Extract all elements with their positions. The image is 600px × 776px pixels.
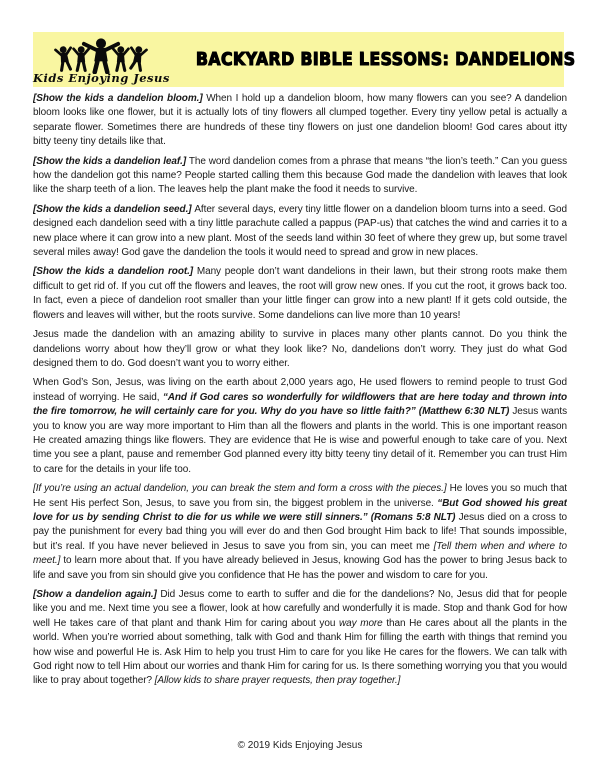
body-text: than He cares about all the plants in the world. When you’re worried about something, talk with God and thank Him for filling the earth with things that remind you how wise and powerful He is. Ask Him to help you trust Him to care for you like He cares for the flowers. We can talk with God right now to tell Him about our worries and thank Him for caring for us. Is there something worrying you that you would like to pray about together? [33, 617, 567, 687]
kids-holding-hands-icon [50, 38, 152, 74]
kids-logo [33, 35, 170, 85]
body-text: When God’s Son, Jesus, was living on the earth about 2,000 years ago, He used flowers to remind people to trust God instead of worrying. He said, [33, 377, 567, 403]
emphasis: way more [338, 617, 383, 629]
body-text: Many people don’t want dandelions in their lawn, but their strong roots make them difficult to get rid of. If you cut off the flowers and leaves, the root will grow new ones. If you cut the root, it grows back too. In fact, even a piece of dandelion root smaller than your little finger can grow into a new plant! If it gets cold outside, the flowers and leaves will wither, but the roots survive. Some dandelions can live more than 10 years! [33, 266, 567, 321]
lesson-body [33, 92, 567, 738]
stage-direction: [Show the kids a dandelion leaf.] [33, 155, 189, 167]
lesson-paragraph-root [33, 265, 567, 323]
stage-direction: [Show a dandelion again.] [33, 589, 161, 600]
body-text: After several days, every tiny little flower on a dandelion bloom turns into a seed. God designed each dandelion seed with a tiny little parachute called a pappus (PAP-us) that catches the wind and carries it to a new place where it can grow into a new plant. Most of the seeds land within 30 feet of where they grew up, but some travel several miles away! God gave the dandelion the tools it would need to spread and grow in new places. [33, 203, 567, 259]
lesson-paragraph-closing [33, 588, 567, 689]
body-text: Jesus died on a cross to pay the punishment for every bad thing you will ever do and then God brought Him back to life! That sounds impossible, but it’s real. If you have never believed in Jesus to save you from sin, you can meet me [33, 511, 567, 552]
stage-direction: [Show the kids a dandelion root.] [33, 266, 197, 278]
body-text: When I hold up a dandelion bloom, how many flowers can you see? A dandelion bloom looks like one flower, but it is actually lots of tiny flowers all clumped together. Every tiny yellow petal is actually a separate flower. Sometimes there are hundreds of these tiny flowers on just one dandelion bloom! God cares about itty bitty teeny tiny details like that. [33, 93, 567, 148]
header-banner [33, 32, 576, 87]
logo-wordmark: Kids Enjoying Jesus [33, 70, 170, 85]
scripture-quote: “But God showed his great love for us by sending Christ to die for us while we were still sinners.” (Romans 5:8 NLT) [33, 497, 567, 523]
stage-direction: [Show the kids a dandelion bloom.] [33, 93, 207, 104]
body-text: Jesus made the dandelion with an amazing ability to survive in places many other plants cannot. Do you think the dandelions worry about how they’ll grow or what they look like? No, dandelions don’t worry. They just do what God designed them to do. God doesn’t want you to worry either. [33, 329, 567, 369]
scripture-quote: “And if God cares so wonderfully for wildflowers that are here today and thrown into the fire tomorrow, he will certainly care for you. Why do you have so little faith?” (Matthew 6:30 NLT) [33, 391, 567, 418]
lesson-paragraph-seed [33, 203, 567, 261]
leader-note: [Tell them when and where to meet.] [33, 540, 567, 567]
footer-copyright: © 2019 Kids Enjoying Jesus [237, 740, 363, 751]
body-text: The word dandelion comes from a phrase that means “the lion’s teeth.” Can you guess how the dandelion got this name? People started calling them this because God made the dandelion with leaves that look like the sharp teeth of a lion. The leaves help the plant make the food it needs to survive. [33, 155, 567, 196]
leader-note: [If you’re using an actual dandelion, you can break the stem and form a cross with the pieces.] [33, 483, 450, 495]
leader-note: [Allow kids to share prayer requests, then pray together.] [154, 675, 401, 687]
body-text: Did Jesus come to earth to suffer and die for the dandelions? No, Jesus did that for people like you and me. Next time you see a flower, look at how carefully and wonderfully it is made. Stop and thank God for how well He takes care of that plant and thank Him for caring about you [33, 589, 567, 629]
lesson-paragraph-survive [33, 328, 567, 371]
lesson-paragraph-romans [33, 482, 567, 583]
lesson-title: BACKYARD BIBLE LESSONS: DANDELIONS [195, 49, 576, 70]
body-text: to learn more about that. If you have already believed in Jesus, knowing God has the power to bring Jesus back to life and save you from sin should give you confidence that He has the power and wisdom to care for you. [33, 555, 567, 581]
lesson-paragraph-leaf [33, 155, 567, 198]
lesson-paragraph-matthew [33, 376, 567, 477]
stage-direction: [Show the kids a dandelion seed.] [33, 203, 195, 215]
lesson-paragraph-bloom [33, 92, 567, 150]
title-block [170, 49, 600, 70]
body-text: He loves you so much that He sent His perfect Son, Jesus, to save you from sin, the biggest problem in the universe. [33, 483, 567, 509]
body-text: Jesus wants you to know you are way more important to Him than all the flowers and plants in the world. This is one important reason He created amazing things like flowers. They are evidence that He is wise and powerful enough to take care of you. Next time you see a plant, pause and remember God planned every itty bitty teeny tiny detail of it. Remember you can trust Him to care for the details in your life too. [33, 406, 567, 475]
